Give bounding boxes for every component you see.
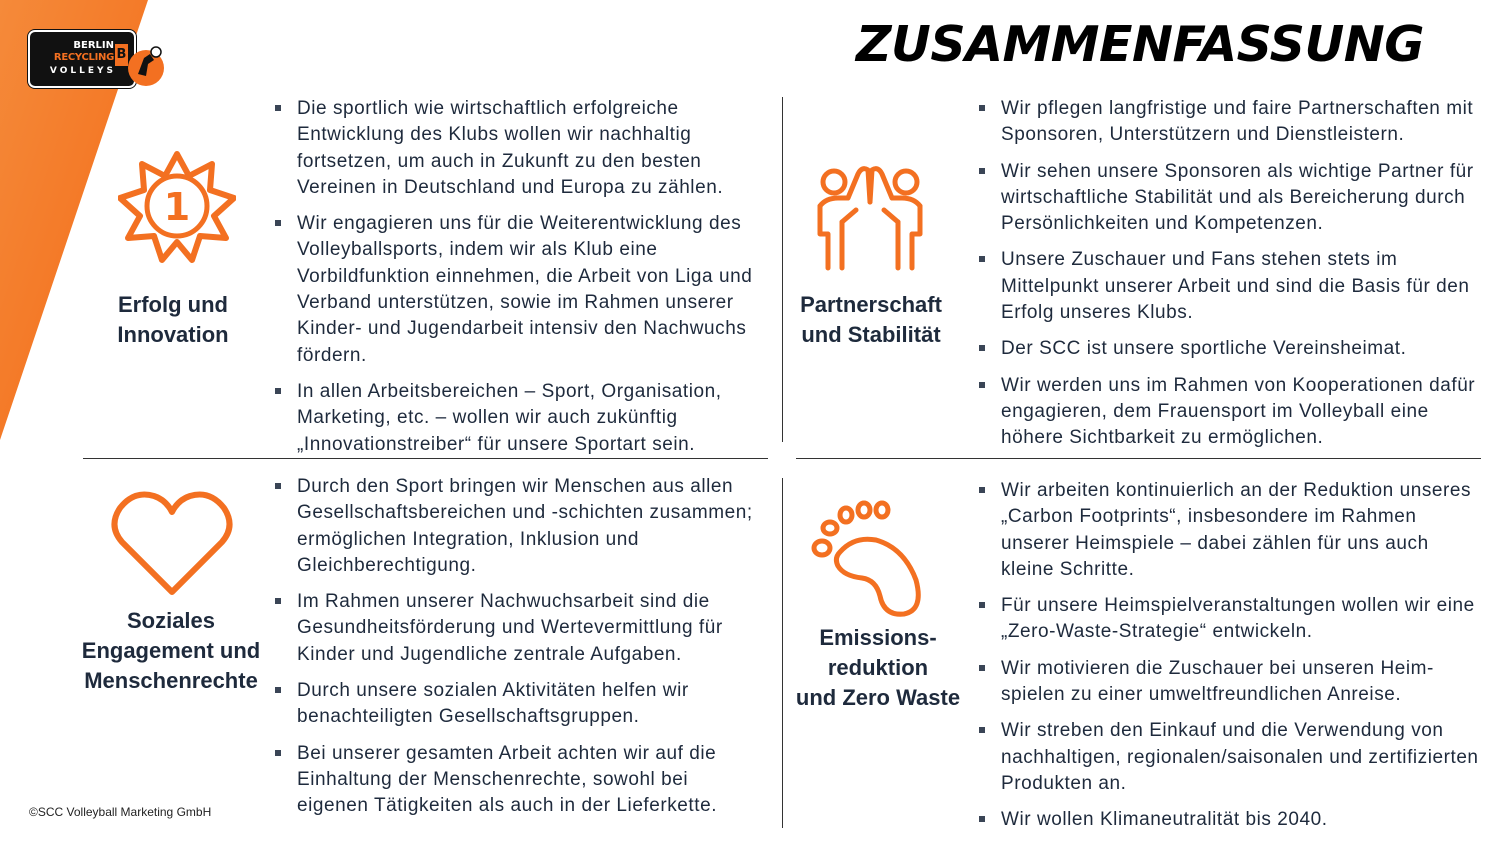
footprint-icon [804, 500, 930, 618]
category-label-partnerschaft [786, 290, 956, 350]
vertical-divider-top [782, 97, 783, 442]
label-line: Partnerschaft [800, 292, 942, 317]
list-item: Durch den Sport bringen wir Menschen aus allen Gesellschaftsbereichen und -schichten zusammen; ermöglichen Integration, Inklusion und Gleichberechtigung. [273, 474, 763, 579]
list-item: Wir sehen unsere Sponsoren als wichtige Partner für wirtschaftliche Stabilität und als Bereicherung durch Persönlichkeiten und Kompetenzen. [977, 159, 1482, 238]
logo-badge: B [115, 44, 128, 66]
logo-plate [28, 30, 136, 88]
list-item: Die sportlich wie wirtschaftlich erfolgreiche Entwicklung des Klubs wollen wir nachhaltig fortsetzen, um auch in Zukunft zu den besten Vereinen in Deutschland und Europa zu zählen. [273, 96, 763, 201]
list-item: Wir wollen Klimaneutralität bis 2040. [977, 807, 1482, 833]
list-item: Im Rahmen unserer Nachwuchsarbeit sind die Gesundheitsförderung und Wertevermittlung für Kinder und Jugendliche zentrale Aufgaben. [273, 589, 763, 668]
label-line: Soziales [126, 608, 216, 633]
copyright-footer: ©SCC Volleyball Marketing GmbH [29, 805, 212, 819]
label-line: und Stabilität [801, 322, 941, 347]
list-item: In allen Arbeitsbereichen – Sport, Organisation, Marketing, etc. – wollen wir auch zukünftig „Innovationstreiber“ für unsere Sportart sein. [273, 379, 763, 458]
list-item: Wir pflegen langfristige und faire Partnerschaften mit Sponsoren, Unterstützern und Dienstleistern. [977, 96, 1482, 149]
category-label-emissionen [786, 623, 970, 713]
logo-line-recycling: RECYCLING [53, 52, 114, 63]
list-item: Für unsere Heimspielveranstaltungen wollen wir eine „Zero-Waste-Strategie“ entwickeln. [977, 593, 1482, 646]
list-item: Wir engagieren uns für die Weiterentwicklung des Volleyballsports, indem wir als Klub eine Vorbildfunktion einnehmen, die Arbeit von Liga und Verband unterstützen, sowie im Rahmen unserer Kinder- und Jugendarbeit intensiv den Nachwuchs fördern. [273, 211, 763, 369]
volleyball-player-icon [124, 44, 168, 88]
list-item: Bei unserer gesamten Arbeit achten wir auf die Einhaltung der Menschenrechte, sowohl bei eigenen Tätigkeiten als auch in der Lieferkette. [273, 741, 763, 820]
heart-icon [110, 490, 234, 598]
category-label-soziales [74, 606, 268, 696]
badge-number-one-icon [118, 150, 236, 270]
bullet-list-erfolg [273, 96, 763, 468]
badge-number: 1 [163, 185, 191, 229]
orange-corner-decoration [0, 0, 160, 840]
list-item: Durch unsere sozialen Aktivitäten helfen wir benachteiligten Gesellschaftsgruppen. [273, 678, 763, 731]
label-line: Menschenrechte [84, 668, 258, 693]
bullet-list-soziales [273, 474, 763, 830]
logo-line-volleys: VOLLEYS [49, 66, 116, 76]
label-line: Erfolg und [118, 292, 228, 317]
label-line: Emissions- [819, 625, 937, 650]
list-item: Wir motivieren die Zuschauer bei unseren Heim-spielen zu einer umweltfreundlichen Anreise. [977, 656, 1482, 709]
label-line: Engagement und [81, 638, 261, 663]
list-item: Der SCC ist unsere sportliche Vereinsheimat. [977, 336, 1482, 362]
label-line: reduktion [827, 655, 929, 680]
label-line: und Zero Waste [795, 685, 961, 710]
category-label-erfolg [90, 290, 256, 350]
page-title: ZUSAMMENFASSUNG [856, 16, 1424, 73]
list-item: Wir streben den Einkauf und die Verwendung von nachhaltigen, regionalen/saisonalen und zertifizierten Produkten an. [977, 718, 1482, 797]
club-logo[interactable] [28, 30, 168, 92]
list-item: Wir werden uns im Rahmen von Kooperationen dafür engagieren, dem Frauensport im Volleyball eine höhere Sichtbarkeit zu ermöglichen. [977, 373, 1482, 452]
bullet-list-partnerschaft [977, 96, 1482, 462]
vertical-divider-bottom [782, 478, 783, 828]
bullet-list-emissionen [977, 478, 1482, 844]
list-item: Wir arbeiten kontinuierlich an der Reduktion unseres „Carbon Footprints“, insbesondere im Rahmen unserer Heimspiele – dabei zählen für uns auch kleine Schritte. [977, 478, 1482, 583]
list-item: Unsere Zuschauer und Fans stehen stets im Mittelpunkt unserer Arbeit und sind die Basis für den Erfolg unseres Klubs. [977, 247, 1482, 326]
logo-line-berlin: BERLIN [73, 40, 114, 51]
high-five-icon [812, 162, 928, 272]
label-line: Innovation [117, 322, 229, 347]
